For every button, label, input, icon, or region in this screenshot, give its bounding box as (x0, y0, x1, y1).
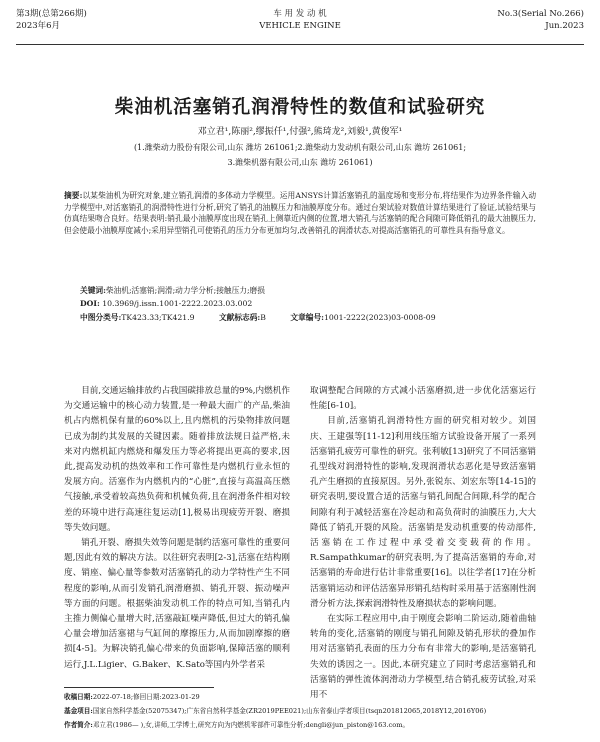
doi (80, 299, 536, 308)
classification-row (80, 312, 560, 323)
header-serial: No.3(Serial No.266) (497, 9, 584, 19)
footnotes (64, 690, 570, 732)
received-label: 收稿日期: (64, 693, 93, 701)
keywords-label: 关键词: (80, 286, 106, 295)
article-number-label: 文章编号: (290, 313, 324, 322)
paper-title: 柴油机活塞销孔润滑特性的数值和试验研究 (114, 97, 486, 118)
fund-label: 基金项目: (64, 707, 93, 715)
header-issue: 第3期(总第266期) (16, 9, 87, 19)
doi-value: 10.3969/j.issn.1001-2222.2023.03.002 (102, 299, 253, 308)
footnote-received (64, 690, 570, 704)
journal-name-en: VEHICLE ENGINE (259, 21, 341, 31)
body-paragraph: 目前,活塞销孔润滑特性方面的研究相对较少。刘国庆、王建强等[11-12]利用线压缩方试验设备开展了一系列活塞销孔疲劳可靠性的研究。张利敏[13]研究了不同活塞销孔型线对润滑特性的影响,发现润滑状态恶化是导致活塞销孔产生磨损的直接原因。另外,张锐东、刘宏东等[14-15]的研究表明,要设置合适的活塞与销孔间配合间隙,科学的配合间隙有利于减轻活塞在冷起动和高负荷时的油膜压力,大大降低了销孔开裂的风险。活塞销是发动机重要的传动部件,活塞销在工作过程中承受着交变载荷的作用。R.Sampathkumar的研究表明,为了提高活塞销的寿命,对活塞销的寿命进行估计非常重要[16]。以往学者[17]在分析活塞销运动和评估活塞异形销孔结构时采用基于活塞刚性润滑分析方法,探索润滑特性及磨损状态的影响问题。 (310, 416, 536, 609)
footnote-fund (64, 704, 570, 718)
article-number-value: 1001-2222(2023)03-0008-09 (323, 313, 436, 322)
body-paragraph: 取调整配合间隙的方式减小活塞磨损,进一步优化活塞运行性能[6-10]。 (310, 386, 536, 412)
doc-code-label: 文献标志码: (218, 313, 261, 322)
doi-label: DOI: (80, 299, 100, 308)
abstract (64, 190, 536, 236)
keywords-text: 柴油机;活塞销;润滑;动力学分析;接触压力;磨损 (105, 286, 265, 295)
affiliation-line: (1.潍柴动力股份有限公司,山东 潍坊 261061;2.潍柴动力发动机有限公司,山东 潍坊 261061; (133, 143, 467, 152)
doc-code-value: B (260, 313, 266, 322)
header-divider (16, 44, 584, 45)
affiliations (60, 140, 540, 170)
fund-text: 国家自然科学基金(52075347);广东省自然科学基金(ZR2019PEE021);山东省泰山学者项目(tsqn201812065,2018Y12,2016Y06) (92, 707, 487, 715)
journal-name-cn: 车 用 发 动 机 (273, 9, 327, 19)
abstract-label: 摘要: (64, 191, 83, 200)
received-text: 2022-07-18;修回日期:2023-01-29 (92, 693, 200, 701)
running-header (16, 8, 584, 40)
abstract-text: 以某柴油机为研究对象,建立销孔润滑的多体动力学模型。运用ANSYS计算活塞销孔的温度场和变形分布,将结果作为边界条件输入动力学模型中,对活塞销孔的润滑特性进行分析,研究了销孔的油膜压力和油膜厚度分布。通过台架试验对数值计算结果进行了验证,试验结果与仿真结果吻合良好。结果表明:销孔最小油膜厚度出现在销孔上侧靠近内侧的位置,增大销孔与活塞销的配合间隙可降低销孔的最大油膜压力,但会使最小油膜厚度减小;采用异型销孔可使销孔的压力分布更加均匀,改善销孔的润滑状态,对提高活塞销孔的可靠性具有指导意义。 (64, 191, 537, 235)
author-bio-label: 作者简介: (64, 721, 93, 729)
body-column-left (64, 384, 290, 673)
clc-value: TK423.33;TK421.9 (121, 313, 195, 322)
keywords (80, 285, 536, 297)
body-paragraph: 在实际工程应用中,由于刚度会影响二阶运动,随着曲轴转角的变化,活塞销的刚度与销孔间隙及销孔形状的叠加作用对活塞销孔表面的压力分布有非常大的影响,是活塞销孔失效的诱因之一。因此,本研究建立了同时考虑活塞销孔和活塞销的弹性流体润滑动力学模型,结合销孔疲劳试验,对采用不 (310, 614, 536, 701)
header-date: 2023年6月 (16, 21, 61, 31)
body-paragraph: 销孔开裂、磨损失效等问题是制约活塞可靠性的重要问题,因此有效的解决方法。以往研究表明[2-3],活塞在结构刚度、销座、偏心量等参数对活塞销孔的动力学特性产生不同程度的影响,从而引发销孔润滑磨损、销孔开裂、振动噪声等方面的问题。根据柴油发动机工作的特点可知,当销孔内主推力侧偏心量增大时,活塞敲缸噪声降低,但过大的销孔偏心量会增加活塞裙与气缸间的摩擦压力,从而加剧摩擦的磨损[4-5]。为解决销孔偏心带来的负面影响,保障活塞的顺利运行,J.L.Ligier、G.Baker、K.Sato等国内外学者采 (64, 538, 290, 670)
body-column-right (310, 384, 536, 703)
author-bio-text: 邓立君(1986— ),女,讲师,工学博士,研究方向为内燃机零部件可靠性分析;dengli@jun_piston@163.com。 (92, 721, 410, 729)
affiliation-line: 3.潍柴机器有限公司,山东 潍坊 261061) (227, 158, 373, 167)
footnote-author (64, 718, 570, 732)
body-paragraph: 目前,交通运输排放约占我国碳排放总量的9%,内燃机作为交通运输中的核心动力装置,是一种最大面广的产品,柴油机占内燃机保有量的60%以上,且内燃机的污染物排放问题已成为制约其发展的关键因素。随着排放法规日益严格,未来对内燃机缸内燃烧和爆发压力等必将提出更高的要求,因此,提高发动机的热效率和工作可靠性是内燃机行业永恒的发展方向。活塞作为内燃机内的“心脏”,直接与高温高压燃气接触,承受着较高热负荷和机械负荷,且在润滑条件相对较差的环境中进行高速往复运动[1],极易出现疲劳开裂、磨损等失效问题。 (64, 386, 290, 533)
header-date-en: Jun.2023 (545, 21, 584, 31)
header-issue-info-en (497, 8, 584, 32)
author-list: 邓立君¹,陈丽²,缪振仟¹,付强²,熊琦龙²,刘毅¹,黄俊军¹ (197, 127, 403, 137)
footnote-divider (64, 687, 214, 688)
clc-label: 中图分类号: (80, 313, 122, 322)
